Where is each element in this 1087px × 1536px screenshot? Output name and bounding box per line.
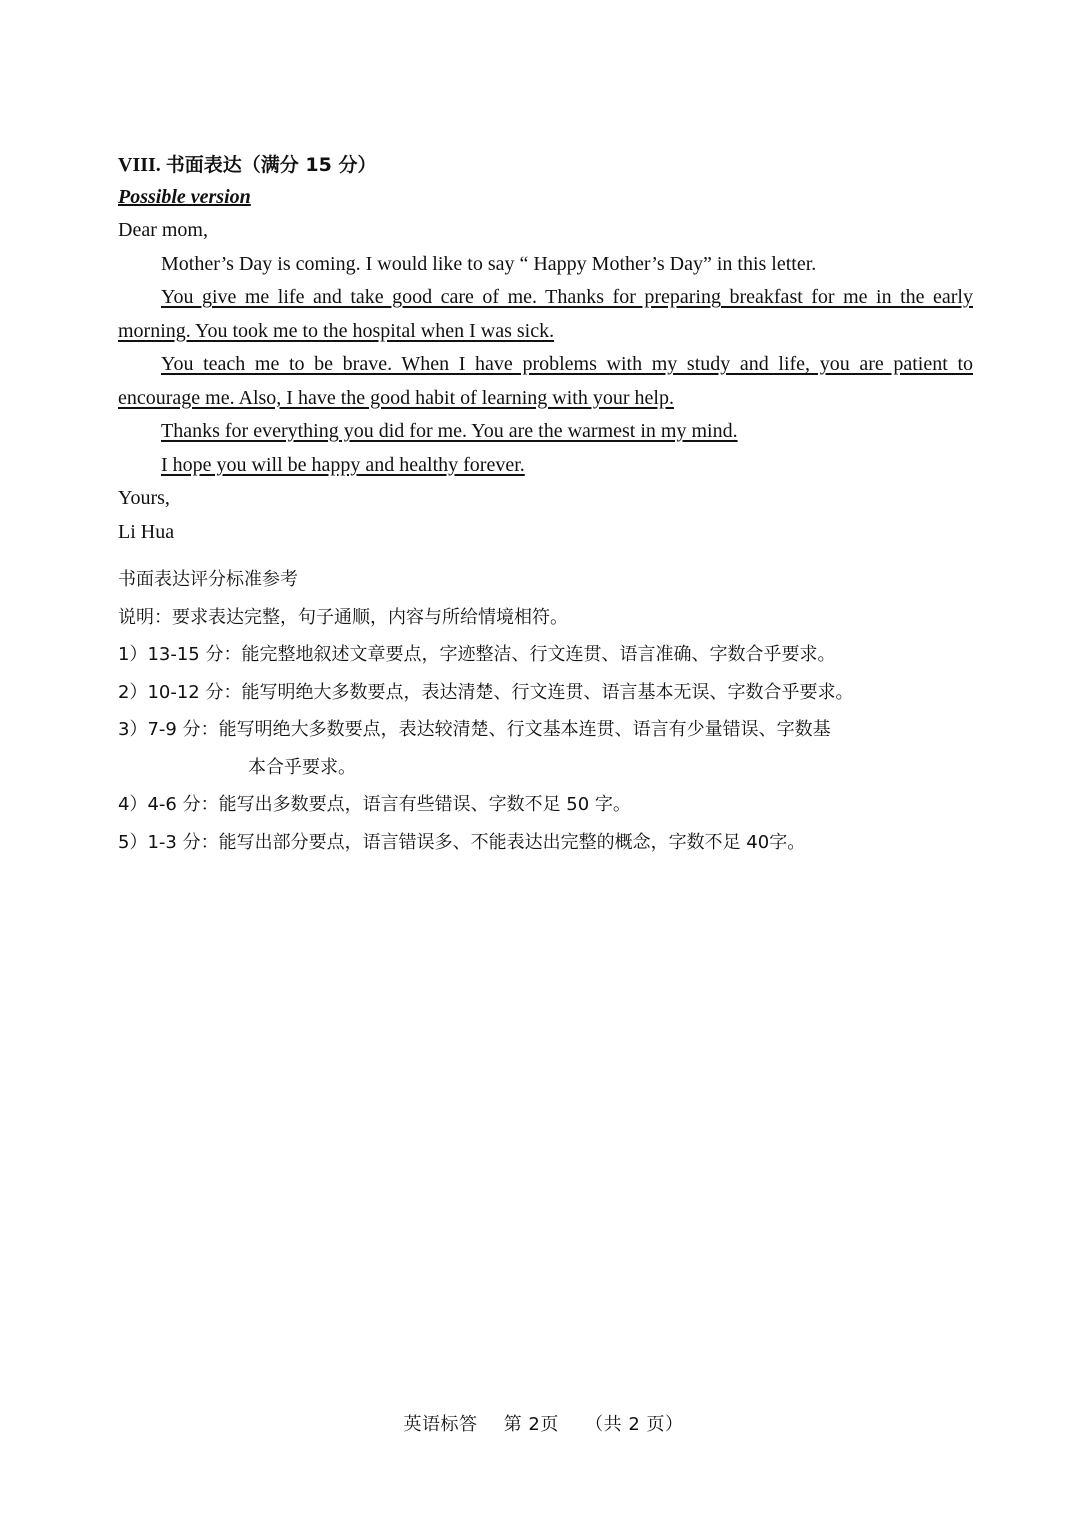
criteria-item: 5）1-3 分：能写出部分要点，语言错误多、不能表达出完整的概念，字数不足 40字。 (118, 831, 806, 853)
section-heading: 书面表达（满分 15 分） (165, 154, 377, 176)
letter-paragraph-2-text: You give me life and take good care of me. Thanks for preparing breakfast for me in the early morning. You took me to the hospital when I was sick. (118, 286, 973, 342)
letter-paragraph-1: Mother’s Day is coming. I would like to say “ Happy Mother’s Day” in this letter. (161, 252, 817, 275)
footer-page-number: 第 2页 (503, 1414, 559, 1435)
section-title (118, 150, 973, 180)
letter-paragraph-4-text: Thanks for everything you did for me. You are the warmest in my mind. (161, 420, 738, 442)
criteria-item: 4）4-6 分：能写出多数要点，语言有些错误、字数不足 50 字。 (118, 794, 631, 815)
letter-paragraph-3-text: You teach me to be brave. When I have problems with my study and life, you are patient to encourage me. Also, I have the good habit of learning with your help. (118, 353, 973, 409)
page-footer (0, 1410, 1087, 1436)
letter-paragraph-5-text: I hope you will be happy and healthy forever. (161, 453, 525, 476)
footer-total-pages: （共 2 页） (585, 1414, 684, 1435)
page-content (118, 150, 973, 861)
letter-paragraph-3 (118, 348, 973, 415)
letter-paragraph-2 (118, 281, 973, 348)
letter-closing: Yours, (118, 487, 170, 509)
criteria-item: 2）10-12 分：能写明绝大多数要点，表达清楚、行文连贯、语言基本无误、字数合乎要求。 (118, 681, 854, 703)
criteria-note: 说明：要求表达完整，句子通顺，内容与所给情境相符。 (118, 606, 568, 628)
letter-paragraph-4 (118, 415, 973, 449)
section-number: VIII. (118, 154, 161, 176)
possible-version-label: Possible version (118, 186, 251, 208)
criteria-item-continuation: 本合乎要求。 (248, 756, 356, 778)
criteria-item: 3）7-9 分：能写明绝大多数要点，表达较清楚、行文基本连贯、语言有少量错误、字数基 (118, 719, 831, 740)
letter-signature: Li Hua (118, 520, 175, 543)
criteria-heading: 书面表达评分标准参考 (118, 569, 298, 590)
sample-letter (118, 214, 973, 549)
criteria-item: 1）13-15 分：能完整地叙述文章要点，字迹整洁、行文连贯、语言准确、字数合乎要求。 (118, 644, 836, 665)
letter-greeting: Dear mom, (118, 219, 208, 241)
footer-subject: 英语标答 (403, 1414, 478, 1435)
letter-paragraph-5 (118, 449, 973, 483)
scoring-criteria (118, 561, 973, 861)
